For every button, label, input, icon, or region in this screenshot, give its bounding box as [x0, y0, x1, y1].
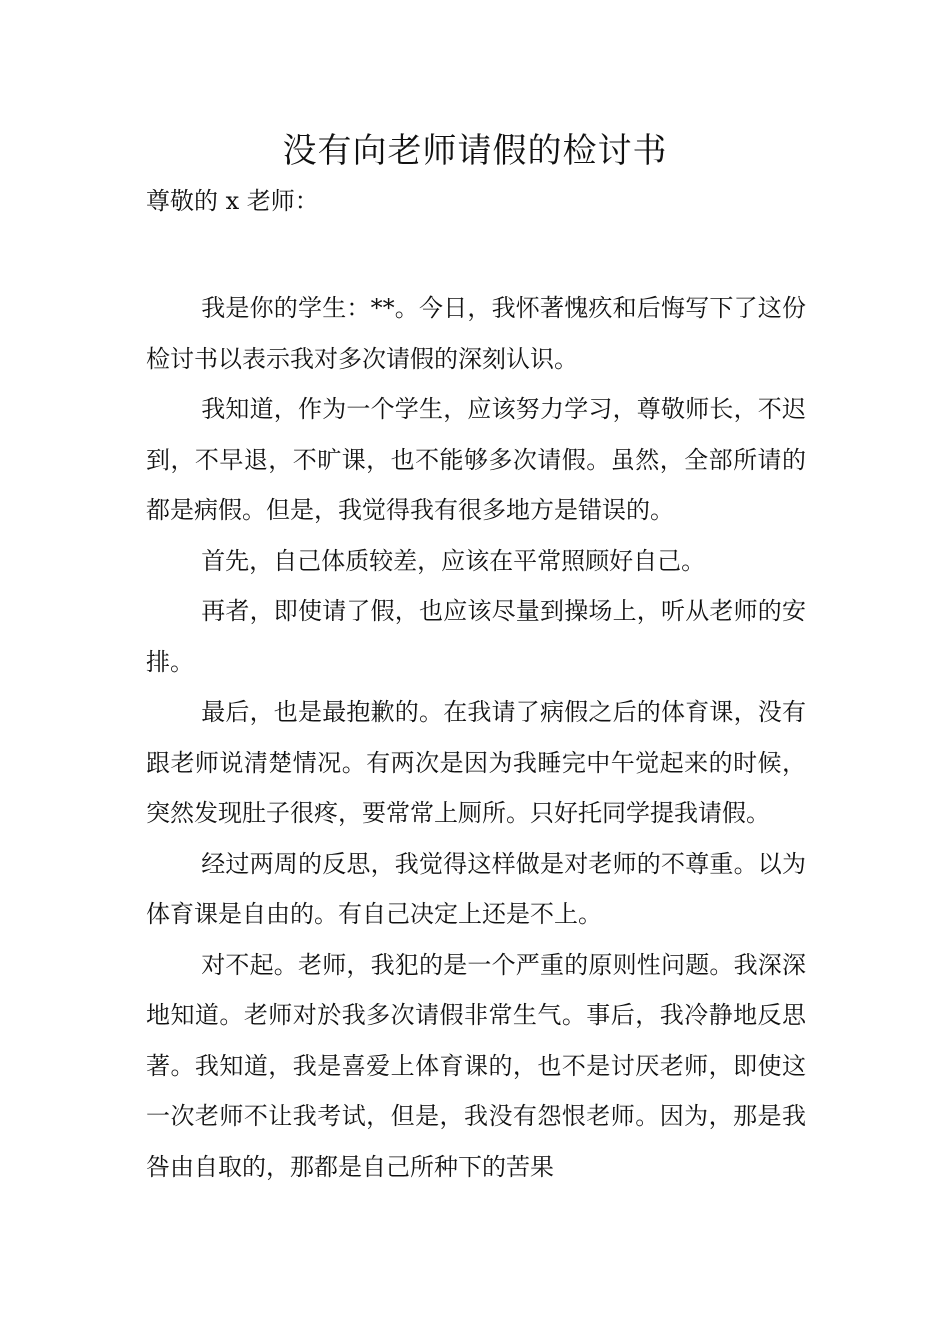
letter-body [146, 283, 806, 1192]
paragraph: 再者，即使请了假，也应该尽量到操场上，听从老师的安排。 [146, 597, 806, 676]
document-title: 没有向老师请假的检讨书 [282, 131, 668, 171]
salutation: 尊敬的 x 老师： [146, 187, 319, 215]
paragraph: 经过两周的反思，我觉得这样做是对老师的不尊重。以为体育课是自由的。有自己决定上还是不上。 [146, 849, 806, 928]
paragraph: 首先，自己体质较差，应该在平常照顾好自己。 [201, 546, 706, 575]
paragraph: 我知道，作为一个学生，应该努力学习，尊敬师长，不迟到，不早退，不旷课，也不能够多次请假。虽然，全部所请的都是病假。但是，我觉得我有很多地方是错误的。 [146, 395, 806, 524]
paragraph: 对不起。老师，我犯的是一个严重的原则性问题。我深深地知道。老师对於我多次请假非常生气。事后，我冷静地反思著。我知道，我是喜爱上体育课的，也不是讨厌老师，即使这一次老师不让我考试，但是，我没有怨恨老师。因为，那是我咎由自取的，那都是自己所种下的苦果 [146, 950, 806, 1181]
paragraph: 最后，也是最抱歉的。在我请了病假之后的体育课，没有跟老师说清楚情况。有两次是因为我睡完中午觉起来的时候，突然发现肚子很疼，要常常上厕所。只好托同学提我请假。 [146, 698, 806, 827]
paragraph: 我是你的学生：**。今日，我怀著愧疚和后悔写下了这份检讨书以表示我对多次请假的深刻认识。 [146, 294, 806, 373]
